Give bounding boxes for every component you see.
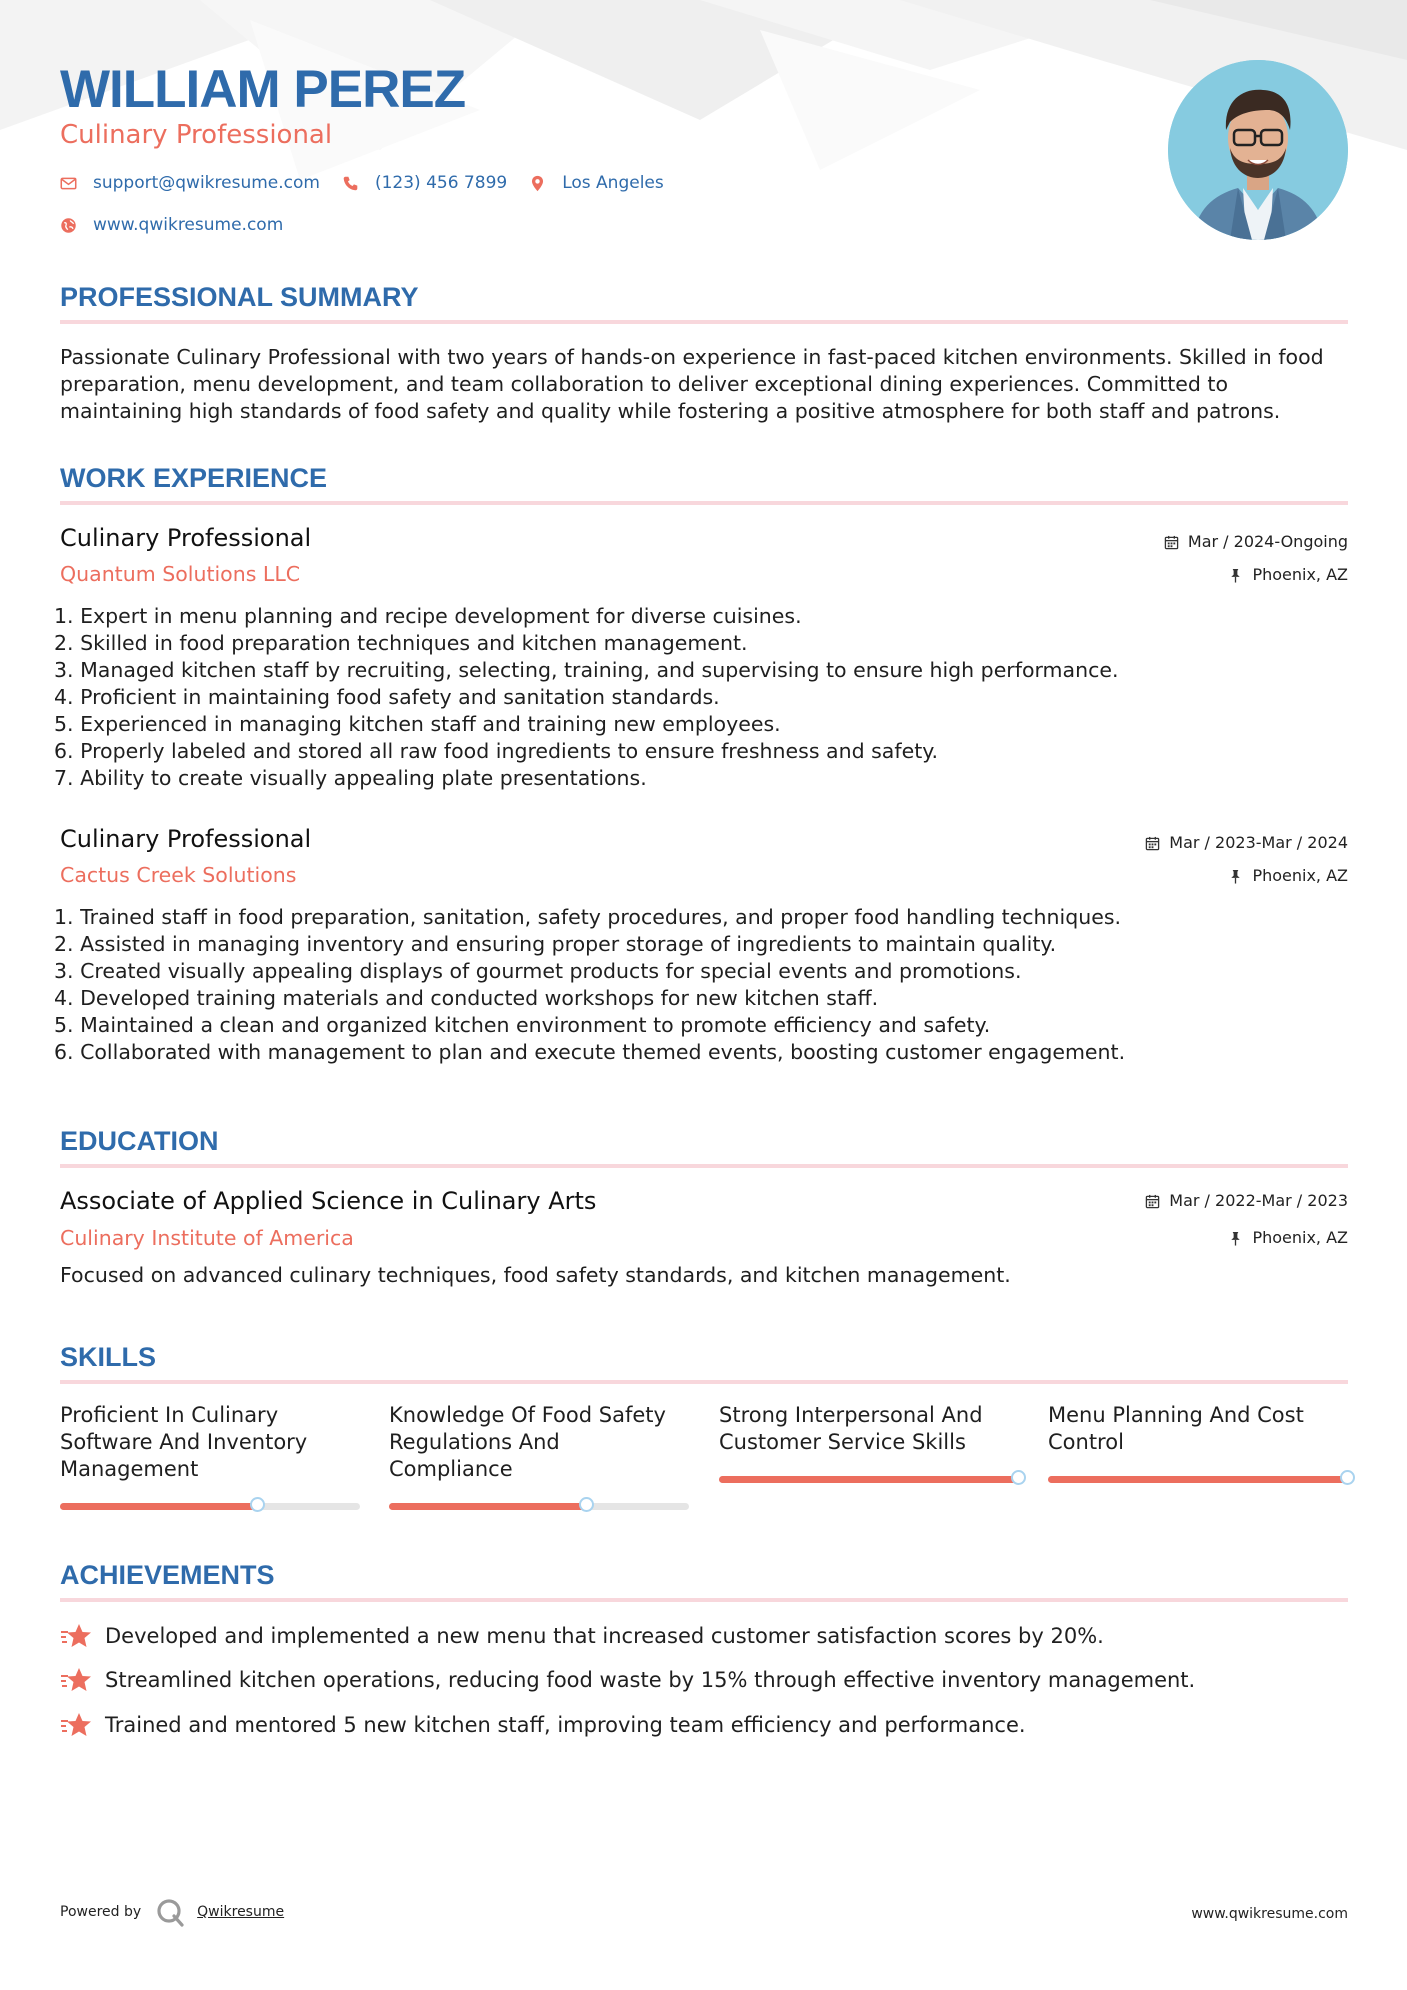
avatar-illustration: [1168, 60, 1348, 240]
contact-phone[interactable]: [342, 171, 507, 195]
skill-item: [60, 1402, 360, 1483]
location-text: Los Angeles: [562, 173, 664, 193]
skill-bar: [719, 1476, 1019, 1483]
powered-by-label: Powered by: [60, 1904, 142, 1920]
qwikresume-logo-icon: [155, 1897, 185, 1927]
pushpin-icon: [1228, 1231, 1243, 1246]
skill-item: [389, 1402, 689, 1483]
achievement-item: [60, 1711, 1026, 1739]
envelope-icon: [60, 175, 77, 192]
skill-label: Knowledge Of Food Safety Regulations And Compliance: [389, 1403, 666, 1481]
achievement-text: Developed and implemented a new menu that increased customer satisfaction scores by 20%.: [105, 1624, 1104, 1648]
calendar-icon: [1145, 1194, 1160, 1209]
school-name: Culinary Institute of America: [60, 1226, 354, 1250]
achievement-item: [60, 1666, 1195, 1694]
job-company: Quantum Solutions LLC: [60, 562, 301, 586]
profile-photo: [1168, 60, 1348, 240]
degree-title: Associate of Applied Science in Culinary Arts: [60, 1187, 597, 1215]
achievement-text: Streamlined kitchen operations, reducing food waste by 15% through effective inventory management.: [105, 1668, 1196, 1692]
skill-item: [719, 1402, 1019, 1456]
experience-divider: [60, 501, 1348, 505]
contact-row: [60, 171, 686, 195]
job-company: Cactus Creek Solutions: [60, 863, 297, 887]
list-item: 6. Collaborated with management to plan and execute themed events, boosting customer engagement.: [54, 1040, 1126, 1064]
pushpin-icon: [1228, 869, 1243, 884]
job-bullets: [54, 603, 1118, 792]
email-text: support@qwikresume.com: [93, 173, 320, 193]
experience-heading: WORK EXPERIENCE: [60, 463, 328, 493]
footer-powered-by: [60, 1897, 284, 1927]
star-icon: [60, 1623, 92, 1649]
contact-location: [529, 171, 664, 195]
contact-website[interactable]: [60, 213, 283, 237]
achievements-divider: [60, 1598, 1348, 1602]
job-bullets: [54, 904, 1125, 1066]
list-item: 1. Trained staff in food preparation, sanitation, safety procedures, and proper food handling techniques.: [54, 905, 1122, 929]
skill-label: Strong Interpersonal And Customer Service Skills: [719, 1403, 983, 1454]
map-pin-icon: [529, 175, 546, 192]
list-item: 2. Assisted in managing inventory and ensuring proper storage of ingredients to maintain quality.: [54, 932, 1057, 956]
skill-bar-knob: [579, 1497, 594, 1512]
candidate-name: WILLIAM PEREZ: [60, 60, 466, 119]
job-dates-text: Mar / 2023-Mar / 2024: [1169, 833, 1348, 852]
skill-label: Proficient In Culinary Software And Inventory Management: [60, 1403, 308, 1481]
education-heading: EDUCATION: [60, 1126, 219, 1156]
education-divider: [60, 1164, 1348, 1168]
skills-divider: [60, 1380, 1348, 1384]
job-location: [1228, 564, 1348, 586]
list-item: 5. Experienced in managing kitchen staff and training new employees.: [54, 712, 781, 736]
pushpin-icon: [1228, 568, 1243, 583]
skill-item: [1048, 1402, 1348, 1456]
footer-website[interactable]: www.qwikresume.com: [1191, 1906, 1348, 1922]
job-dates: [1164, 531, 1348, 553]
job-title: Culinary Professional: [60, 825, 312, 853]
education-description: Focused on advanced culinary techniques, food safety standards, and kitchen management.: [60, 1263, 1011, 1287]
job-location-text: Phoenix, AZ: [1252, 565, 1348, 584]
star-icon: [60, 1712, 92, 1738]
skill-bar-knob: [250, 1497, 265, 1512]
calendar-icon: [1164, 535, 1179, 550]
skill-label: Menu Planning And Cost Control: [1048, 1403, 1304, 1454]
candidate-title: Culinary Professional: [60, 120, 333, 150]
education-location: [1228, 1227, 1348, 1249]
list-item: 6. Properly labeled and stored all raw food ingredients to ensure freshness and safety.: [54, 739, 938, 763]
achievement-text: Trained and mentored 5 new kitchen staff, improving team efficiency and performance.: [105, 1713, 1026, 1737]
job-location: [1228, 865, 1348, 887]
list-item: 4. Developed training materials and conducted workshops for new kitchen staff.: [54, 986, 879, 1010]
list-item: 4. Proficient in maintaining food safety and sanitation standards.: [54, 685, 720, 709]
achievement-item: [60, 1622, 1104, 1650]
summary-text: Passionate Culinary Professional with two years of hands-on experience in fast-paced kitchen environments. Skilled in food preparation, menu development, and team collaboration to deliver exceptional dining experiences. Committed to maintaining high standards of food safety and quality while fostering a positive atmosphere for both staff and patrons.: [60, 345, 1324, 423]
website-text: www.qwikresume.com: [93, 215, 284, 235]
skill-bar-fill: [1048, 1476, 1348, 1483]
skill-bar: [389, 1503, 689, 1510]
list-item: 5. Maintained a clean and organized kitchen environment to promote efficiency and safety.: [54, 1013, 991, 1037]
skill-bar: [1048, 1476, 1348, 1483]
contact-email[interactable]: [60, 171, 320, 195]
job-dates: [1145, 832, 1348, 854]
education-dates-text: Mar / 2022-Mar / 2023: [1169, 1191, 1348, 1210]
skill-bar-knob: [1340, 1470, 1355, 1485]
contact-row-website: [60, 213, 305, 237]
list-item: 3. Created visually appealing displays of gourmet products for special events and promotions.: [54, 959, 1022, 983]
education-dates: [1145, 1190, 1348, 1212]
skills-heading: SKILLS: [60, 1342, 157, 1372]
phone-text: (123) 456 7899: [374, 173, 508, 193]
list-item: 7. Ability to create visually appealing plate presentations.: [54, 766, 647, 790]
education-location-text: Phoenix, AZ: [1252, 1228, 1348, 1247]
brand-link[interactable]: Qwikresume: [197, 1904, 285, 1920]
skill-bar-fill: [389, 1503, 587, 1510]
summary-heading: PROFESSIONAL SUMMARY: [60, 282, 419, 312]
list-item: 3. Managed kitchen staff by recruiting, selecting, training, and supervising to ensure high performance.: [54, 658, 1119, 682]
list-item: 1. Expert in menu planning and recipe development for diverse cuisines.: [54, 604, 802, 628]
star-icon: [60, 1667, 92, 1693]
calendar-icon: [1145, 836, 1160, 851]
job-title: Culinary Professional: [60, 524, 312, 552]
skill-bar: [60, 1503, 360, 1510]
skill-bar-knob: [1011, 1470, 1026, 1485]
summary-divider: [60, 320, 1348, 324]
globe-icon: [60, 217, 77, 234]
list-item: 2. Skilled in food preparation techniques and kitchen management.: [54, 631, 748, 655]
skill-bar-fill: [60, 1503, 258, 1510]
job-location-text: Phoenix, AZ: [1252, 866, 1348, 885]
phone-icon: [342, 175, 359, 192]
job-dates-text: Mar / 2024-Ongoing: [1187, 532, 1348, 551]
skill-bar-fill: [719, 1476, 1019, 1483]
achievements-heading: ACHIEVEMENTS: [60, 1560, 275, 1590]
